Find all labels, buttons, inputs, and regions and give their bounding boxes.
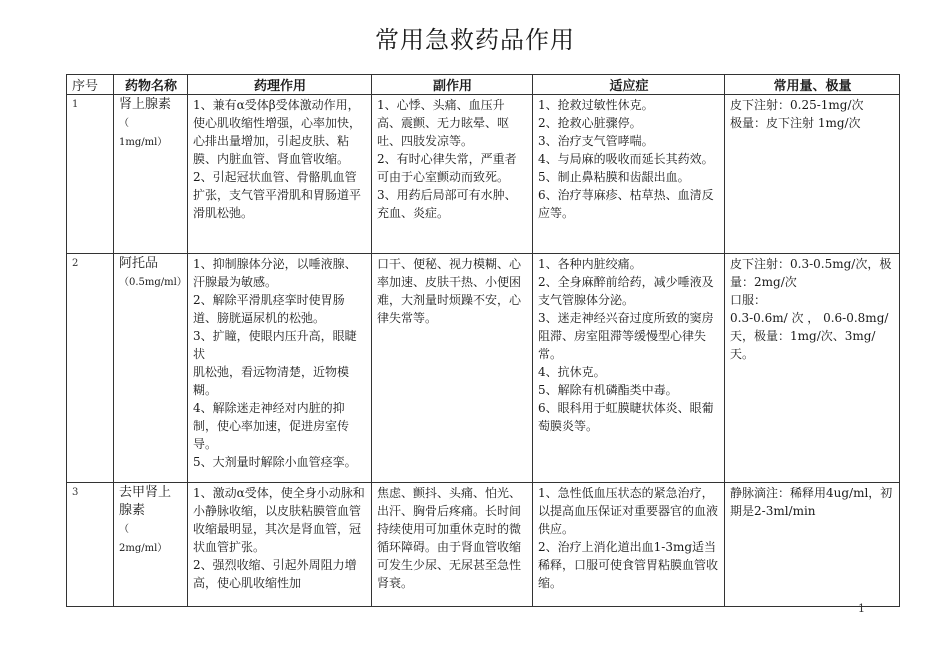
pharmacology-item: 4、解除迷走神经对内脏的抑制，使心率加速，促进房室传导。 bbox=[193, 401, 350, 451]
pharmacology-item: 2、引起冠状血管、骨骼肌血管扩张，支气管平滑肌和胃肠道平滑肌松弛。 bbox=[193, 170, 362, 220]
pharmacology-cell bbox=[188, 254, 372, 483]
side-effects-item: 口干、便秘、视力模糊、心率加速、皮肤干热、小便困难，大剂量时烦躁不安，心律失常等。 bbox=[377, 257, 522, 325]
dosage-item: 皮下注射：0.25-1mg/次 bbox=[730, 98, 864, 112]
indications-item: 5、解除有机磷酯类中毒。 bbox=[538, 383, 678, 397]
pharmacology-item: 1、兼有α受体β受体激动作用，使心肌收缩性增强，心率加快，心排出量增加，引起皮肤、粘膜、内脏血管、肾血管收缩。 bbox=[193, 98, 362, 166]
dosage-item: 0.3-0.6m/ 次 ， 0.6-0.8mg/ 天，极量：1mg/次、3mg/天。 bbox=[730, 311, 889, 361]
drug-concentration: （ 1mg/ml） bbox=[119, 118, 168, 148]
page-number: 1 bbox=[858, 602, 865, 615]
drug-name: 肾上腺素 bbox=[119, 97, 172, 112]
dosage-cell bbox=[725, 95, 900, 254]
indications-item: 1、急性低血压状态的紧急治疗，以提高血压保证对重要器官的血液供应。 bbox=[538, 486, 719, 536]
header-no: 序号 bbox=[67, 75, 114, 95]
indications-cell bbox=[533, 95, 725, 254]
indications-item: 6、眼科用于虹膜睫状体炎、眼葡萄膜炎等。 bbox=[538, 401, 714, 433]
side-effects-item: 1、心悸、头痛、血压升高、震颤、无力眩晕、呕吐、四肢发凉等。 bbox=[377, 98, 510, 148]
header-pharmacology: 药理作用 bbox=[188, 75, 372, 95]
indications-item: 5、制止鼻粘膜和齿龈出血。 bbox=[538, 170, 690, 184]
page-title: 常用急救药品作用 bbox=[375, 26, 575, 54]
table-row bbox=[67, 95, 900, 254]
pharmacology-item: 2、强烈收缩、引起外周阻力增高，使心肌收缩性加 bbox=[193, 558, 357, 590]
dosage-item: 极量：皮下注射 1mg/次 bbox=[730, 116, 861, 130]
side-effects-cell bbox=[372, 483, 533, 607]
dosage-cell bbox=[725, 483, 900, 607]
indications-item: 2、抢救心脏骤停。 bbox=[538, 116, 642, 130]
pharmacology-item: 1、抑制腺体分泌，以唾液腺、汗腺最为敏感。 bbox=[193, 257, 357, 289]
header-indications: 适应症 bbox=[533, 75, 725, 95]
indications-item: 4、抗休克。 bbox=[538, 365, 606, 379]
pharmacology-item: 5、大剂量时解除小血管痉挛。 bbox=[193, 455, 357, 469]
drug-name: 阿托品 bbox=[119, 256, 159, 271]
indications-item: 阻滞、房室阻滞等缓慢型心律失常。 bbox=[538, 329, 707, 361]
table-row bbox=[67, 254, 900, 483]
pharmacology-item: 1、激动α受体，使全身小动脉和小静脉收缩，以皮肤粘膜管血管收缩最明显，其次是肾血管，冠状血管扩张。 bbox=[193, 486, 365, 554]
row-number: 1 bbox=[67, 95, 114, 254]
dosage-cell bbox=[725, 254, 900, 483]
side-effects-item: 焦虑、颤抖、头痛、怕光、出汗、胸骨后疼痛。长时间持续使用可加重休克时的微循环障碍。由于肾血管收缩可发生少尿、无尿甚至急性肾衰。 bbox=[377, 486, 522, 590]
header-dosage: 常用量、极量 bbox=[725, 75, 900, 95]
side-effects-cell bbox=[372, 95, 533, 254]
pharmacology-cell bbox=[188, 95, 372, 254]
drug-name: 去甲肾上腺素 bbox=[119, 485, 172, 518]
indications-cell bbox=[533, 483, 725, 607]
indications-item: 6、治疗荨麻疹、枯草热、血清反应等。 bbox=[538, 188, 714, 220]
pharmacology-cell bbox=[188, 483, 372, 607]
dosage-item: 口服： bbox=[730, 293, 767, 307]
drug-concentration: （0.5mg/ml） bbox=[119, 277, 187, 288]
table-header-row bbox=[67, 75, 900, 95]
indications-cell bbox=[533, 254, 725, 483]
row-number: 2 bbox=[67, 254, 114, 483]
pharmacology-item: 3、扩瞳，使眼内压升高，眼睫状 bbox=[193, 329, 357, 361]
side-effects-cell bbox=[372, 254, 533, 483]
side-effects-item: 3、用药后局部可有水肿、充血、炎症。 bbox=[377, 188, 517, 220]
indications-item: 3、迷走神经兴奋过度所致的窦房 bbox=[538, 311, 714, 325]
dosage-item: 皮下注射：0.3-0.5mg/次，极量：2mg/次 bbox=[730, 257, 892, 289]
indications-item: 4、与局麻的吸收而延长其药效。 bbox=[538, 152, 714, 166]
dosage-item: 静脉滴注：稀释用4ug/ml，初期是2-3ml/min bbox=[730, 486, 893, 518]
indications-item: 1、各种内脏绞痛。 bbox=[538, 257, 642, 271]
header-side-effects: 副作用 bbox=[372, 75, 533, 95]
drug-concentration: （ 2mg/ml） bbox=[119, 524, 168, 554]
drug-name-cell bbox=[114, 254, 188, 483]
header-name: 药物名称 bbox=[114, 75, 188, 95]
indications-item: 1、抢救过敏性休克。 bbox=[538, 98, 654, 112]
drug-name-cell bbox=[114, 95, 188, 254]
pharmacology-item: 肌松弛，看远物清楚，近物模糊。 bbox=[193, 365, 350, 397]
indications-item: 2、治疗上消化道出血1-3mg适当稀释，口服可使食管胃粘膜血管收缩。 bbox=[538, 540, 719, 590]
row-number: 3 bbox=[67, 483, 114, 607]
indications-item: 2、全身麻醉前给药，减少唾液及支气管腺体分泌。 bbox=[538, 275, 714, 307]
drug-name-cell bbox=[114, 483, 188, 607]
drug-table bbox=[66, 74, 900, 607]
side-effects-item: 2、有时心律失常，严重者可由于心室颤动而致死。 bbox=[377, 152, 517, 184]
pharmacology-item: 2、解除平滑肌痉挛时使胃肠道、膀胱逼尿机的松弛。 bbox=[193, 293, 345, 325]
indications-item: 3、治疗支气管哮喘。 bbox=[538, 134, 654, 148]
table-row bbox=[67, 483, 900, 607]
